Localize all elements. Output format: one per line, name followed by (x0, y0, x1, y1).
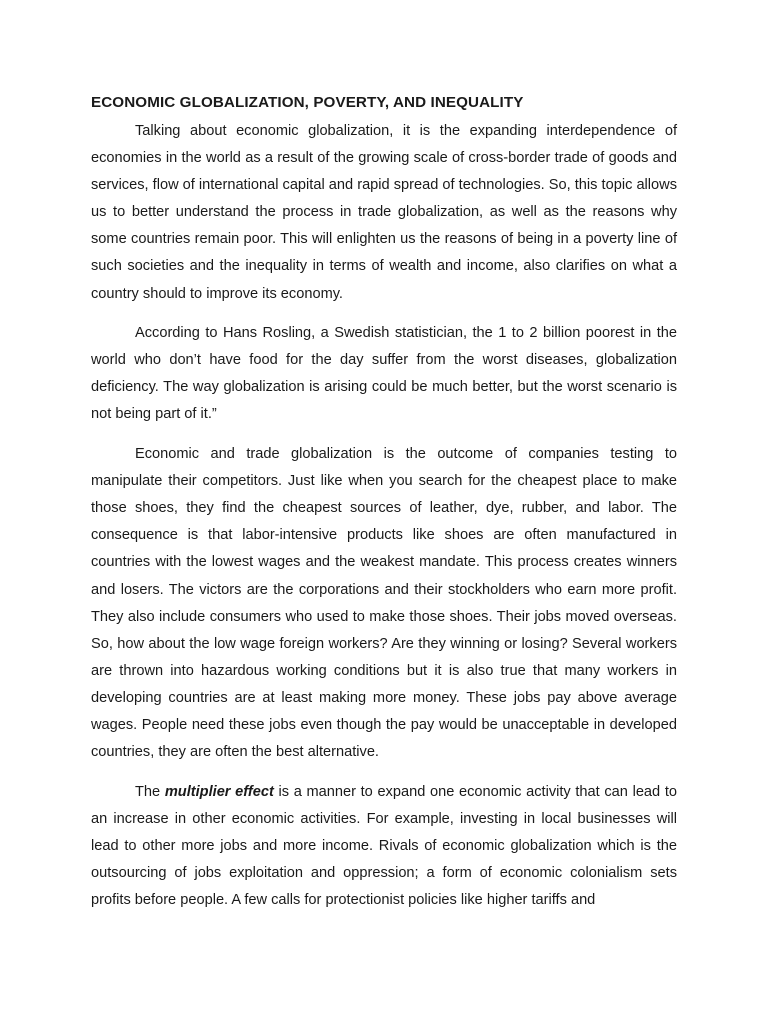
paragraph-lead-text: The (135, 783, 165, 800)
paragraph-intro: Talking about economic globalization, it is the expanding interdependence of economies in the world as a result of the growing scale of cross-border trade of goods and services, flow of international capital and rapid spread of technologies. So, this topic allows us to better understand the process in trade globalization, as well as the reasons why some countries remain poor. This will enlighten us the reasons of being in a poverty line of such societies and the inequality in terms of wealth and income, also clarifies on what a country should to improve its economy. (91, 123, 677, 302)
paragraph-rosling-quote: According to Hans Rosling, a Swedish statistician, the 1 to 2 billion poorest in the world who don’t have food for the day suffer from the worst diseases, globalization deficiency. The way globalization is arising could be much better, but the worst scenario is not being part of it.” (91, 325, 677, 423)
document-title: ECONOMIC GLOBALIZATION, POVERTY, AND INEQUALITY (91, 94, 524, 111)
paragraph-rest-text: is a manner to expand one economic activity that can lead to an increase in other economic activities. For example, investing in local businesses will lead to other more jobs and more income. Rivals of economic globalization which is the outsourcing of jobs exploitation and oppression; a form of economic colonialism sets profits before people. A few calls for protectionist policies like higher tariffs and (91, 783, 677, 909)
paragraph-trade-globalization: Economic and trade globalization is the outcome of companies testing to manipulate their competitors. Just like when you search for the cheapest place to make those shoes, they find the cheapest sources of leather, dye, rubber, and labor. The consequence is that labor-intensive products like shoes are often manufactured in countries with the lowest wages and the weakest mandate. This process creates winners and losers. The victors are the corporations and their stockholders who earn more profit. They also include consumers who used to make those shoes. Their jobs moved overseas. So, how about the low wage foreign workers? Are they winning or losing? Several workers are thrown into hazardous working conditions but it is also true that many workers in developing countries are at least making more money. These jobs pay above average wages. People need these jobs even though the pay would be unacceptable in developed countries, they are often the best alternative. (91, 446, 677, 761)
paragraph-multiplier-effect (91, 779, 677, 914)
multiplier-effect-term: multiplier effect (164, 783, 274, 800)
document-page (91, 92, 677, 914)
